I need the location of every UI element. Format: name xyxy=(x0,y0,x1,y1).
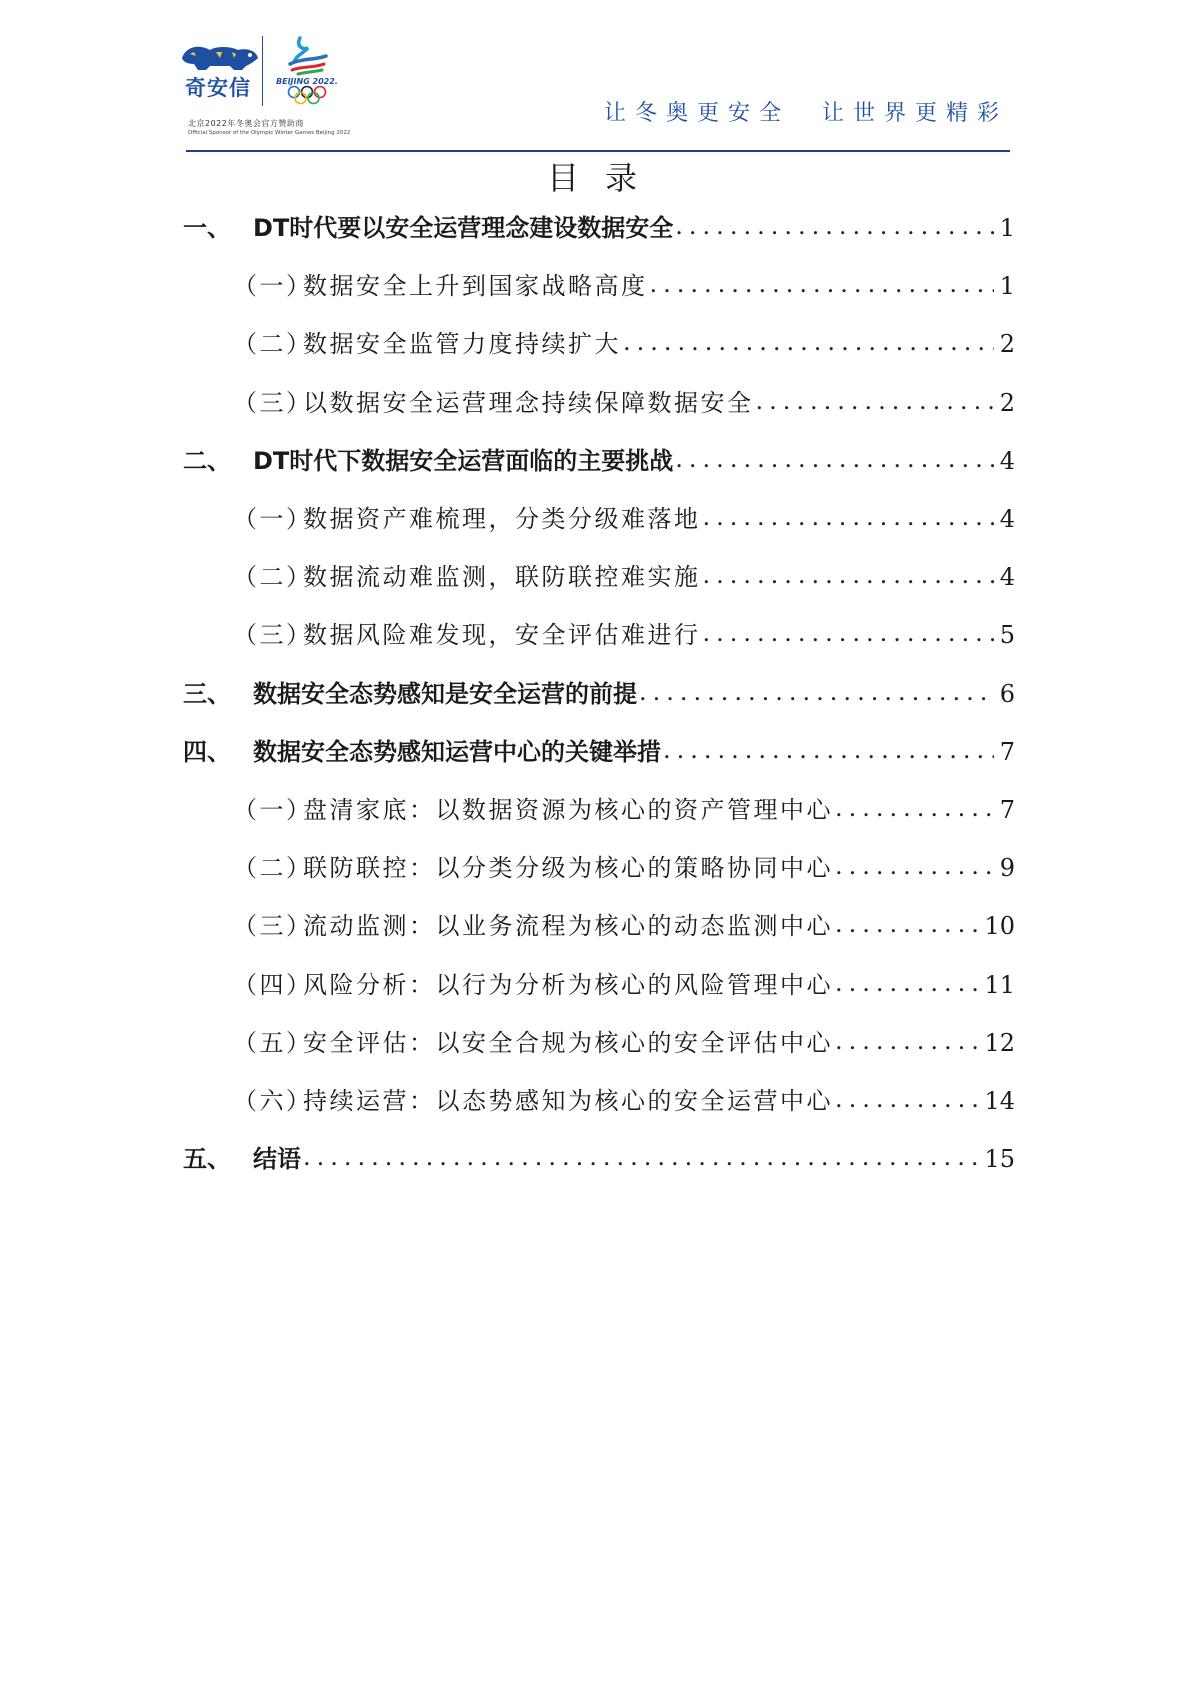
toc-page-number: 6 xyxy=(999,679,1015,708)
toc-page-number: 5 xyxy=(999,621,1015,650)
toc-entry-section[interactable] xyxy=(233,790,1015,830)
toc-dot-leader xyxy=(703,503,994,531)
toc-entry-chapter[interactable] xyxy=(183,732,1015,772)
page-header xyxy=(0,0,1190,160)
toc-dot-leader xyxy=(835,910,978,938)
toc-entry-title: 数据安全上升到国家战略高度 xyxy=(303,272,648,301)
toc-entry-number: （三） xyxy=(233,621,313,650)
toc-entry-number: （二） xyxy=(233,854,313,883)
toc-page-number: 7 xyxy=(999,796,1015,824)
toc-entry-number: （一） xyxy=(233,272,313,301)
header-slogan: 让冬奥更安全 让世界更精彩 xyxy=(604,101,1008,126)
toc-entry-number: （三） xyxy=(233,388,313,417)
toc-dot-leader xyxy=(835,1027,978,1055)
toc-page-number: 4 xyxy=(999,563,1015,592)
logo-divider xyxy=(262,36,263,106)
toc-entry-title: 结语 xyxy=(253,1145,301,1174)
brand-name: 奇安信 xyxy=(185,76,251,100)
toc-entry-section[interactable] xyxy=(233,266,1015,306)
toc-entry-number: （一） xyxy=(233,505,313,533)
toc-entry-title: 联防联控：以分类分级为核心的策略协同中心 xyxy=(303,854,833,883)
toc-page-number: 1 xyxy=(999,272,1015,301)
toc-entry-chapter[interactable] xyxy=(183,1139,1015,1179)
toc-entry-title: 数据风险难发现，安全评估难进行 xyxy=(303,621,701,650)
toc-dot-leader xyxy=(703,561,994,589)
toc-dot-leader xyxy=(756,387,994,415)
toc-dot-leader xyxy=(623,328,994,356)
toc-entry-number: （二） xyxy=(233,330,313,359)
toc-entry-title: 流动监测：以业务流程为核心的动态监测中心 xyxy=(303,912,833,941)
toc-page-number: 15 xyxy=(984,1145,1015,1174)
beijing-2022-emblem-icon xyxy=(272,32,346,112)
sponsor-text-cn: 北京2022年冬奥会官方赞助商 xyxy=(188,119,304,128)
toc-entry-title: 数据流动难监测，联防联控难实施 xyxy=(303,563,701,592)
beijing-2022-label: BEIJING 2022. xyxy=(276,77,338,86)
toc-entry-title: 数据安全态势感知是安全运营的前提 xyxy=(253,679,637,708)
toc-entry-number: 二、 xyxy=(183,446,231,475)
toc-entry-number: （一） xyxy=(233,796,313,824)
toc-entry-number: （六） xyxy=(233,1087,313,1115)
toc-entry-section[interactable] xyxy=(233,557,1015,597)
toc-entry-section[interactable] xyxy=(233,848,1015,888)
toc-dot-leader xyxy=(835,969,978,997)
toc-page-number: 2 xyxy=(999,330,1015,359)
toc-page-number: 2 xyxy=(999,388,1015,417)
toc-dot-leader xyxy=(675,445,993,473)
toc-entry-title: 数据安全态势感知运营中心的关键举措 xyxy=(253,737,661,766)
toc-entry-section[interactable] xyxy=(233,965,1015,1005)
toc-entry-number: （五） xyxy=(233,1028,313,1057)
toc-page-number: 11 xyxy=(984,970,1015,999)
toc-dot-leader xyxy=(835,794,994,822)
toc-page-number: 7 xyxy=(999,737,1015,766)
toc-dot-leader xyxy=(303,1143,978,1171)
toc-entry-number: 四、 xyxy=(183,737,231,766)
toc-entry-section[interactable] xyxy=(233,1081,1015,1121)
toc-entry-number: （四） xyxy=(233,970,313,999)
toc-entry-section[interactable] xyxy=(233,906,1015,946)
toc-dot-leader xyxy=(639,678,994,706)
toc-entry-section[interactable] xyxy=(233,324,1015,364)
toc-entry-title: 风险分析：以行为分析为核心的风险管理中心 xyxy=(303,970,833,999)
toc-entry-title: DT时代要以安全运营理念建设数据安全 xyxy=(253,214,674,242)
toc-page-number: 4 xyxy=(999,446,1015,475)
toc-entry-title: 盘清家底：以数据资源为核心的资产管理中心 xyxy=(303,796,833,824)
toc-dot-leader xyxy=(835,1085,978,1113)
toc-entry-title: 数据资产难梳理，分类分级难落地 xyxy=(303,505,701,533)
toc-entry-title: 以数据安全运营理念持续保障数据安全 xyxy=(303,388,754,417)
toc-entry-number: （三） xyxy=(233,912,313,941)
toc-dot-leader xyxy=(703,619,994,647)
toc-page-number: 10 xyxy=(984,912,1015,941)
toc-entry-number: 一、 xyxy=(183,214,231,242)
toc-page-number: 14 xyxy=(984,1087,1015,1115)
toc-dot-leader xyxy=(835,852,994,880)
toc-entry-number: 三、 xyxy=(183,679,231,708)
toc-entry-section[interactable] xyxy=(233,615,1015,655)
toc-entry-title: 安全评估：以安全合规为核心的安全评估中心 xyxy=(303,1028,833,1057)
sponsor-text-en: Official Sponsor of the Olympic Winter Games Beijing 2022 xyxy=(188,130,351,136)
toc-entry-number: （二） xyxy=(233,563,313,592)
toc-entry-section[interactable] xyxy=(233,499,1015,539)
toc-page-number: 4 xyxy=(999,505,1015,533)
toc-entry-section[interactable] xyxy=(233,383,1015,423)
toc-title: 目录 xyxy=(546,159,663,197)
toc-dot-leader xyxy=(650,270,994,298)
toc-entry-section[interactable] xyxy=(233,1023,1015,1063)
toc-entry-chapter[interactable] xyxy=(183,208,1015,248)
toc-entry-number: 五、 xyxy=(183,1145,231,1174)
toc-page-number: 12 xyxy=(984,1028,1015,1057)
toc-dot-leader xyxy=(675,212,993,240)
toc-entry-chapter[interactable] xyxy=(183,441,1015,481)
toc-page-number: 9 xyxy=(999,854,1015,883)
toc-page-number: 1 xyxy=(999,214,1015,242)
toc-entry-title: DT时代下数据安全运营面临的主要挑战 xyxy=(253,446,674,475)
toc-entry-chapter[interactable] xyxy=(183,674,1015,714)
toc-entry-title: 数据安全监管力度持续扩大 xyxy=(303,330,621,359)
toc-entry-title: 持续运营：以态势感知为核心的安全运营中心 xyxy=(303,1087,833,1115)
toc-dot-leader xyxy=(663,736,994,764)
header-divider-line xyxy=(186,150,1010,152)
